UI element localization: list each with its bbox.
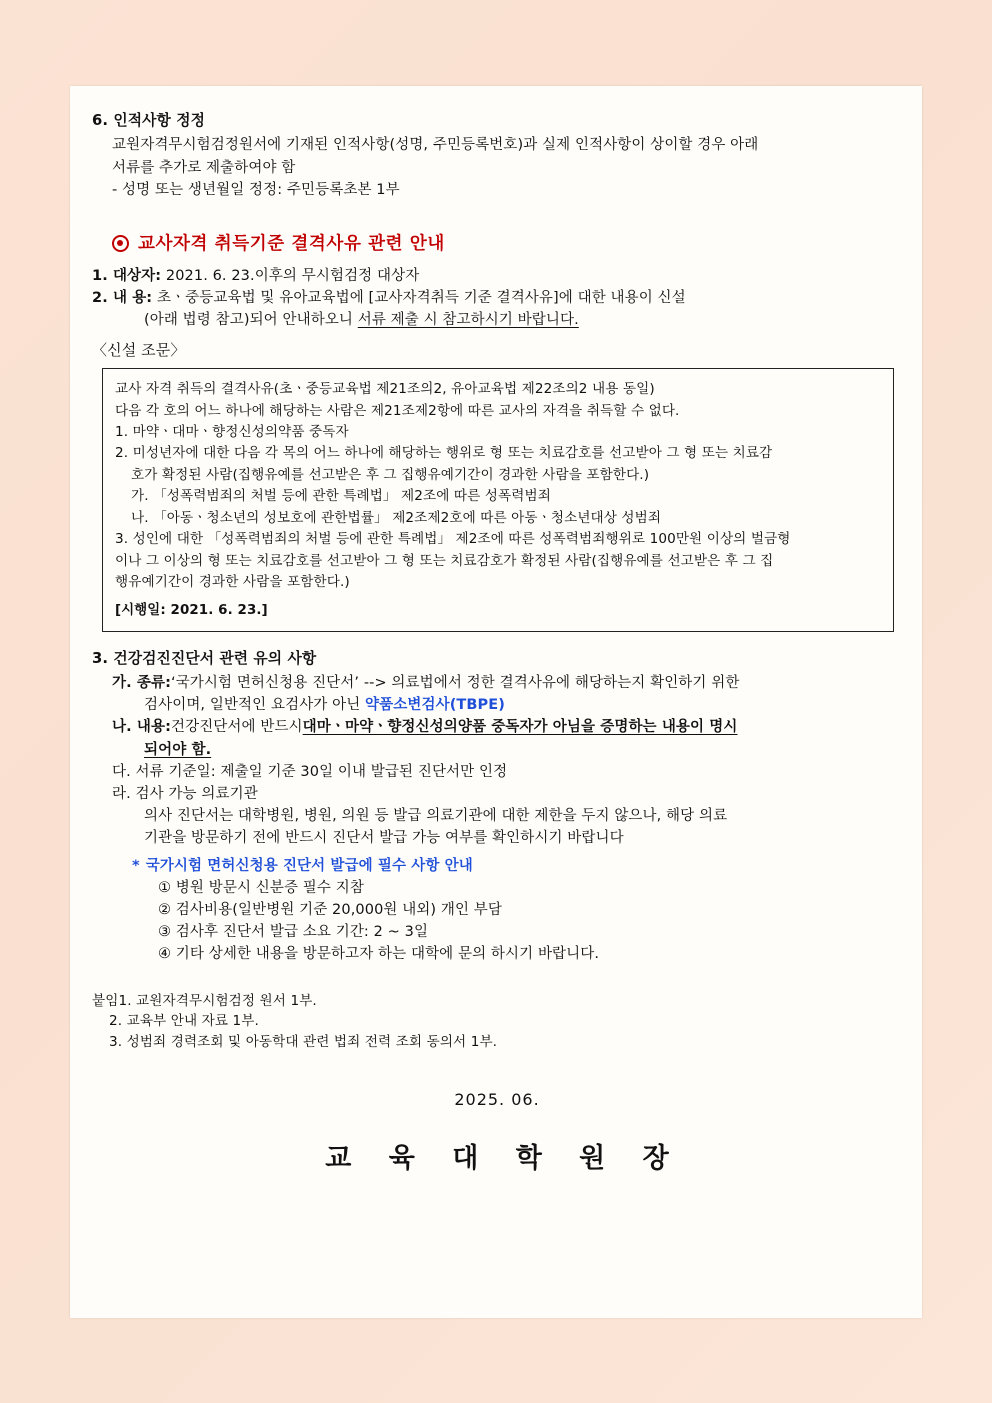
section-3-item-a-line-2 [92, 694, 902, 716]
law-line-3: 1. 마약ㆍ대마ㆍ향정신성의약품 중독자 [115, 424, 349, 440]
section-3-item-a-text2-plain: 검사이며, 일반적인 요검사가 아닌 [144, 697, 366, 714]
law-effective-date: [시행일: 2021. 6. 23.] [115, 602, 268, 618]
document-date: 2025. 06. [454, 1089, 540, 1109]
notice-item-1 [92, 265, 902, 287]
law-line-1: 교사 자격 취득의 결격사유(초ㆍ중등교육법 제21조의2, 유아교육법 제22조의2 내용 동일) [115, 381, 655, 398]
law-line-10: 행유예기간이 경과한 사람을 포함한다.) [115, 574, 350, 591]
section-3-item-a [92, 672, 902, 694]
document-signer: 교 육 대 학 원 장 [325, 1143, 683, 1175]
law-line-2: 다음 각 호의 어느 하나에 해당하는 사람은 제21조제2항에 따른 교사의 자격을 취득할 수 없다. [115, 402, 680, 419]
notice-item-1-label: 1. 대상자: [92, 268, 162, 285]
section-6-line-1: 교원자격무시험검정원서에 기재된 인적사항(성명, 주민등록번호)과 실제 인적사항이 상이할 경우 아래 [112, 137, 759, 154]
law-line-8: 3. 성인에 대한 「성폭력범죄의 처벌 등에 관한 특례법」 제2조에 따른 성폭력범죄행위로 100만원 이상의 벌금형 [115, 531, 791, 548]
law-line-5: 호가 확정된 사람(집행유예를 선고받은 후 그 집행유예기간이 경과한 사람을 포함한다.) [131, 466, 650, 483]
notice-item-2-label: 2. 내 용: [92, 290, 153, 307]
section-3-item-b-text-bold: 대마ㆍ마약ㆍ향정신성의양품 중독자가 아님을 증명하는 내용이 명시 [302, 719, 738, 736]
section-3-item-d: 라. 검사 가능 의료기관 [112, 785, 258, 802]
section-3-title: 3. 건강검진진단서 관련 유의 사항 [92, 649, 317, 667]
bullet-circle-icon [112, 235, 129, 252]
required-item-1: ① 병원 방문시 신분증 필수 지참 [158, 879, 364, 896]
section-3-item-b-text-plain: 건강진단서에 반드시 [170, 719, 303, 736]
section-3-item-d-line-2: 기관을 방문하기 전에 반드시 진단서 발급 가능 여부를 확인하시기 바랍니다 [144, 829, 624, 846]
section-3-item-b-text-bold-2: 되어야 함. [144, 741, 212, 758]
section-3-item-a-label: 가. 종류: [112, 675, 171, 692]
required-item-4: ④ 기타 상세한 내용을 방문하고자 하는 대학에 문의 하시기 바랍니다. [158, 945, 600, 962]
section-3-item-d-line-1: 의사 진단서는 대학병원, 병원, 의원 등 발급 의료기관에 대한 제한을 두지 않으나, 해당 의료 [144, 807, 728, 824]
notice-item-2-line-2 [92, 309, 902, 331]
required-item-3: ③ 검사후 진단서 발급 소요 기간: 2 ~ 3일 [158, 923, 429, 940]
notice-item-1-text: 2021. 6. 23.이후의 무시험검정 대상자 [165, 268, 420, 285]
section-3-item-b-label: 나. 내용: [112, 719, 171, 736]
tbpe-highlight: 약품소변검사(TBPE) [365, 697, 506, 714]
notice-item-2-text: 초ㆍ중등교육법 및 유아교육법에 [교사자격취득 기준 결격사유]에 대한 내용이 신설 [156, 290, 686, 307]
clause-title: 〈신설 조문〉 [92, 341, 186, 360]
law-clause-box [102, 368, 894, 632]
document-page [70, 86, 922, 1318]
attachment-item-2: 2. 교육부 안내 자료 1부. [109, 1013, 259, 1030]
required-items-heading [92, 855, 902, 877]
law-line-4: 2. 미성년자에 대한 다음 각 목의 어느 하나에 해당하는 행위로 형 또는 치료감호를 선고받아 그 형 또는 치료감 [115, 445, 773, 462]
section-6-line-2: 서류를 추가로 제출하여야 함 [112, 159, 296, 176]
required-item-2: ② 검사비용(일반병원 기준 20,000원 내외) 개인 부담 [158, 901, 503, 918]
section-6-title: 6. 인적사항 정정 [92, 112, 205, 129]
notice-item-2-text2-plain: (아래 법령 참고)되어 안내하오니 [144, 312, 358, 329]
section-6-line-3: - 성명 또는 생년월일 정정: 주민등록초본 1부 [112, 181, 400, 198]
attachment-item-3: 3. 성범죄 경력조회 및 아동학대 관련 법죄 전력 조회 동의서 1부. [109, 1033, 498, 1050]
star-icon: * [132, 857, 140, 874]
notice-heading [92, 231, 902, 258]
section-3-item-c: 다. 서류 기준일: 제출일 기준 30일 이내 발급된 진단서만 인정 [112, 763, 508, 780]
attachments-list [92, 991, 902, 1052]
notice-heading-text: 교사자격 취득기준 결격사유 관련 안내 [138, 233, 445, 254]
law-line-6: 가. 「성폭력범죄의 처벌 등에 관한 특례법」 제2조에 따른 성폭력범죄 [131, 488, 551, 505]
required-items-heading-text: 국가시험 면허신청용 진단서 발급에 필수 사항 안내 [145, 857, 473, 874]
attachment-item-1: 붙임1. 교원자격무시험검정 원서 1부. [92, 992, 317, 1009]
law-line-7: 나. 「아동ㆍ청소년의 성보호에 관한법률」 제2조제2호에 따른 아동ㆍ청소년대상 성범죄 [131, 509, 662, 526]
notice-item-2-text2-underline: 서류 제출 시 참고하시기 바랍니다. [357, 312, 579, 329]
section-3-item-a-text: ‘국가시험 면허신청용 진단서’ --> 의료법에서 정한 결격사유에 해당하는지 확인하기 위한 [170, 675, 740, 692]
law-line-9: 이나 그 이상의 형 또는 치료감호를 선고받아 그 형 또는 치료감호가 확정된 사람(집행유예를 선고받은 후 그 집 [115, 552, 774, 569]
document-content [92, 110, 902, 1179]
notice-item-2 [92, 287, 902, 309]
section-3-item-b [92, 716, 902, 738]
section-3-item-b-line-2 [92, 739, 902, 761]
